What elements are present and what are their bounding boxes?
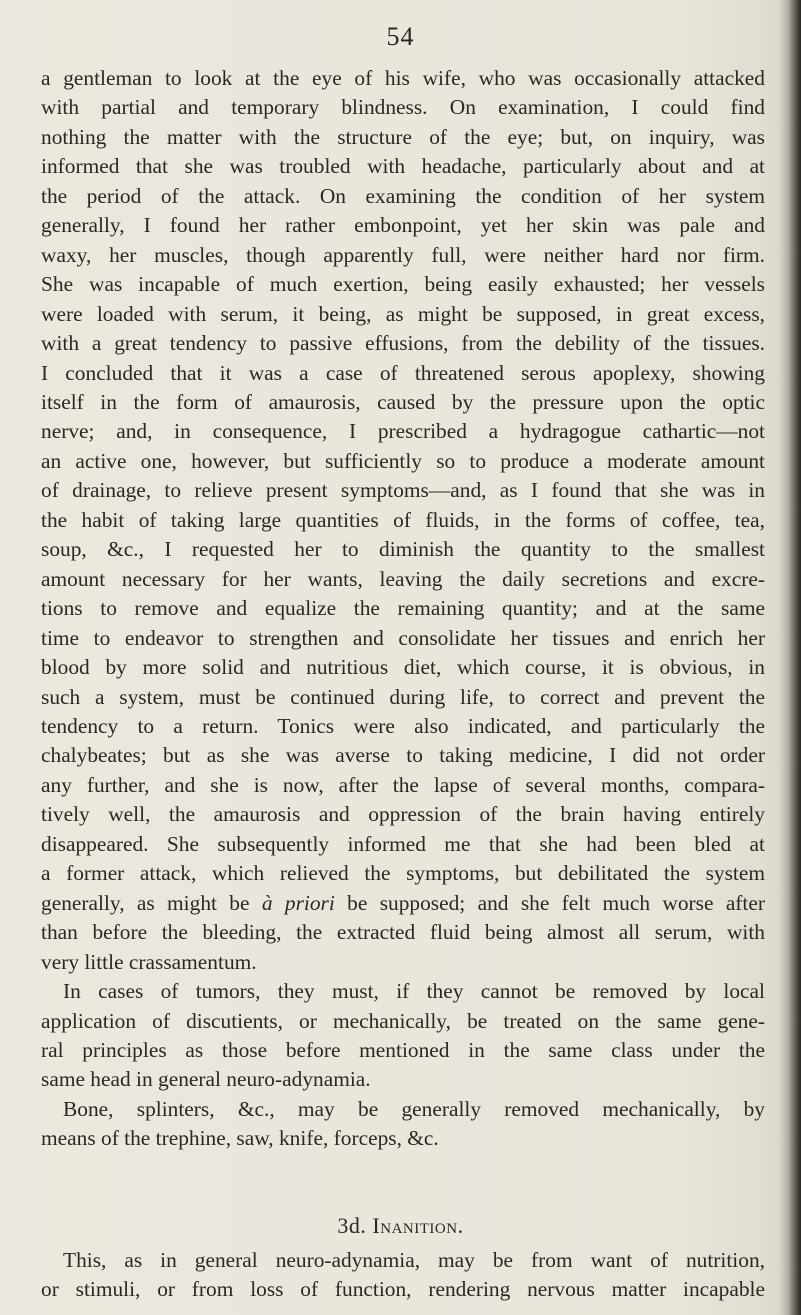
text-line: tions to remove and equalize the remaining quantity; and at the same: [41, 596, 765, 621]
text-line: such a system, must be continued during life, to correct and prevent the: [41, 684, 765, 709]
text-line: disappeared. She subsequently informed me that she had been bled at: [41, 831, 765, 856]
text-line: the habit of taking large quantities of fluids, in the forms of coffee, tea,: [41, 507, 765, 532]
text-line: In cases of tumors, they must, if they cannot be removed by local: [63, 979, 765, 1004]
text-line: soup, &c., I requested her to diminish the quantity to the smallest: [41, 537, 765, 562]
text-line: blood by more solid and nutritious diet, which course, it is obvious, in: [41, 655, 765, 680]
text-line: She was incapable of much exertion, being easily exhausted; her vessels: [41, 272, 765, 297]
text-line: application of discutients, or mechanically, be treated on the same gene-: [41, 1008, 765, 1033]
section-title: Inanition.: [372, 1213, 464, 1238]
text-line: the period of the attack. On examining the condition of her system: [41, 183, 765, 208]
body-text-continued: [41, 1246, 765, 1305]
text-line: chalybeates; but as she was averse to taking medicine, I did not order: [41, 743, 765, 768]
italic-phrase: à priori: [261, 890, 335, 915]
text-fragment: generally, as might be: [41, 890, 262, 915]
text-line: with partial and temporary blindness. On examination, I could find: [41, 95, 765, 120]
text-line: itself in the form of amaurosis, caused by the pressure upon the optic: [41, 389, 765, 414]
text-line: amount necessary for her wants, leaving the daily secretions and excre-: [41, 566, 765, 591]
text-line-with-italic: [41, 889, 765, 918]
text-line: tively well, the amaurosis and oppression of the brain having entirely: [41, 802, 765, 827]
text-line: nerve; and, in consequence, I prescribed a hydragogue cathartic—not: [41, 419, 765, 444]
body-text: [41, 64, 765, 1154]
text-line: Bone, splinters, &c., may be generally removed mechanically, by: [63, 1096, 765, 1121]
text-line: very little crassamentum.: [41, 949, 257, 974]
text-line: of drainage, to relieve present symptoms—and, as I found that she was in: [41, 478, 765, 503]
text-line: means of the trephine, saw, knife, forceps, &c.: [41, 1126, 439, 1151]
text-line: a gentleman to look at the eye of his wife, who was occasionally attacked: [41, 66, 765, 90]
text-fragment: be supposed; and she felt much worse after: [334, 890, 765, 915]
text-line: informed that she was troubled with headache, particularly about and at: [41, 154, 765, 179]
page-edge-shadow: [779, 0, 801, 1315]
text-line: or stimuli, or from loss of function, rendering nervous matter incapable: [41, 1277, 765, 1302]
text-line: an active one, however, but sufficiently so to produce a moderate amount: [41, 448, 765, 473]
text-line: I concluded that it was a case of threatened serous apoplexy, showing: [41, 360, 765, 385]
text-line: ral principles as those before mentioned in the same class under the: [41, 1037, 765, 1062]
text-line: than before the bleeding, the extracted fluid being almost all serum, with: [41, 920, 765, 945]
text-line: were loaded with serum, it being, as might be supposed, in great excess,: [41, 301, 765, 326]
text-line: a former attack, which relieved the symptoms, but debilitated the system: [41, 861, 765, 886]
text-line: any further, and she is now, after the lapse of several months, compara-: [41, 772, 765, 797]
text-line: waxy, her muscles, though apparently full, were neither hard nor firm.: [41, 242, 765, 267]
section-number: 3d.: [337, 1213, 367, 1238]
text-line: generally, I found her rather embonpoint, yet her skin was pale and: [41, 213, 765, 238]
section-heading: [0, 1213, 801, 1239]
text-line: with a great tendency to passive effusions, from the debility of the tissues.: [41, 331, 765, 356]
text-line: This, as in general neuro-adynamia, may be from want of nutrition,: [63, 1248, 765, 1272]
text-line: same head in general neuro-adynamia.: [41, 1067, 371, 1092]
text-line: time to endeavor to strengthen and consolidate her tissues and enrich her: [41, 625, 765, 650]
page-number: 54: [386, 22, 415, 51]
text-line: tendency to a return. Tonics were also indicated, and particularly the: [41, 713, 765, 738]
text-line: nothing the matter with the structure of the eye; but, on inquiry, was: [41, 124, 765, 149]
